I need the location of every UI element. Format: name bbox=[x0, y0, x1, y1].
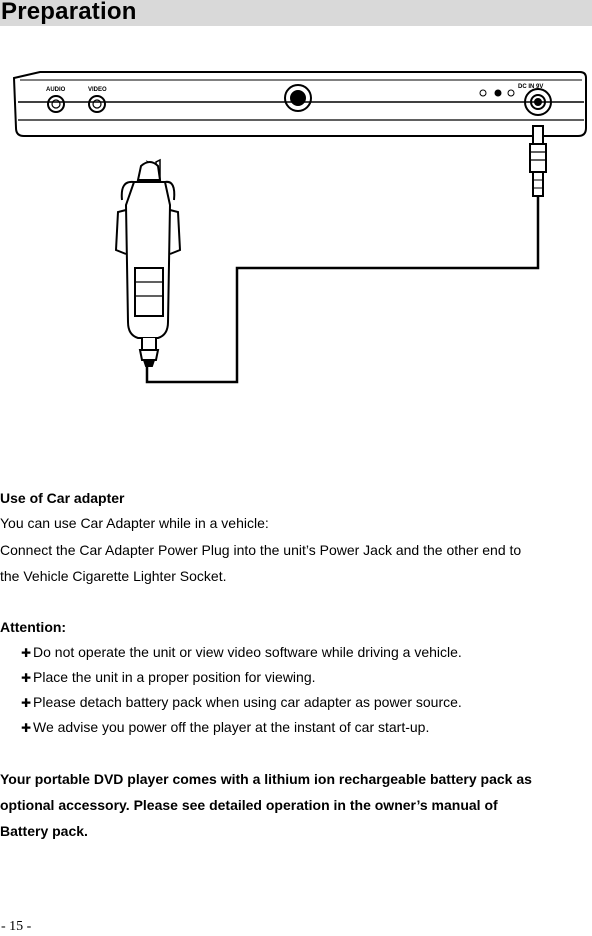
battery-note-line-2: optional accessory. Please see detailed operation in the owner’s manual of bbox=[0, 797, 498, 813]
audio-label: AUDIO bbox=[46, 87, 66, 93]
attention-item-text: We advise you power off the player at the instant of car start-up. bbox=[33, 719, 430, 735]
car-adapter-line-3: the Vehicle Cigarette Lighter Socket. bbox=[0, 568, 227, 584]
section-title: Preparation bbox=[1, 0, 137, 25]
attention-item bbox=[0, 643, 592, 663]
power-cable bbox=[147, 196, 538, 382]
car-adapter-line-2: Connect the Car Adapter Power Plug into the unit’s Power Jack and the other end to bbox=[0, 542, 522, 558]
attention-item-text: Do not operate the unit or view video software while driving a vehicle. bbox=[33, 644, 462, 660]
battery-note-line-3: Battery pack. bbox=[0, 823, 88, 839]
car-adapter-diagram bbox=[10, 60, 592, 390]
car-adapter-line-1: You can use Car Adapter while in a vehicle: bbox=[0, 515, 269, 531]
bullet-cross-icon: ✚ bbox=[20, 671, 32, 685]
attention-item bbox=[0, 718, 592, 738]
attention-item bbox=[0, 668, 592, 688]
dvd-player-unit bbox=[14, 72, 586, 136]
dc-in-label: DC IN 9V bbox=[518, 84, 544, 90]
attention-item bbox=[0, 693, 592, 713]
car-adapter-heading: Use of Car adapter bbox=[0, 490, 125, 506]
section-heading-bar bbox=[0, 0, 592, 26]
page-number: - 15 - bbox=[1, 919, 32, 934]
attention-item-text: Please detach battery pack when using car adapter as power source. bbox=[33, 694, 462, 710]
attention-heading: Attention: bbox=[0, 619, 67, 635]
bullet-cross-icon: ✚ bbox=[20, 721, 32, 735]
bullet-cross-icon: ✚ bbox=[20, 696, 32, 710]
car-adapter-illustration bbox=[10, 60, 592, 390]
battery-note-line-1: Your portable DVD player comes with a lithium ion rechargeable battery pack as bbox=[0, 771, 532, 787]
car-cigarette-adapter bbox=[116, 160, 180, 366]
bullet-cross-icon: ✚ bbox=[20, 646, 32, 660]
dc-plug bbox=[530, 126, 546, 196]
video-label: VIDEO bbox=[88, 87, 107, 93]
attention-item-text: Place the unit in a proper position for viewing. bbox=[33, 669, 316, 685]
